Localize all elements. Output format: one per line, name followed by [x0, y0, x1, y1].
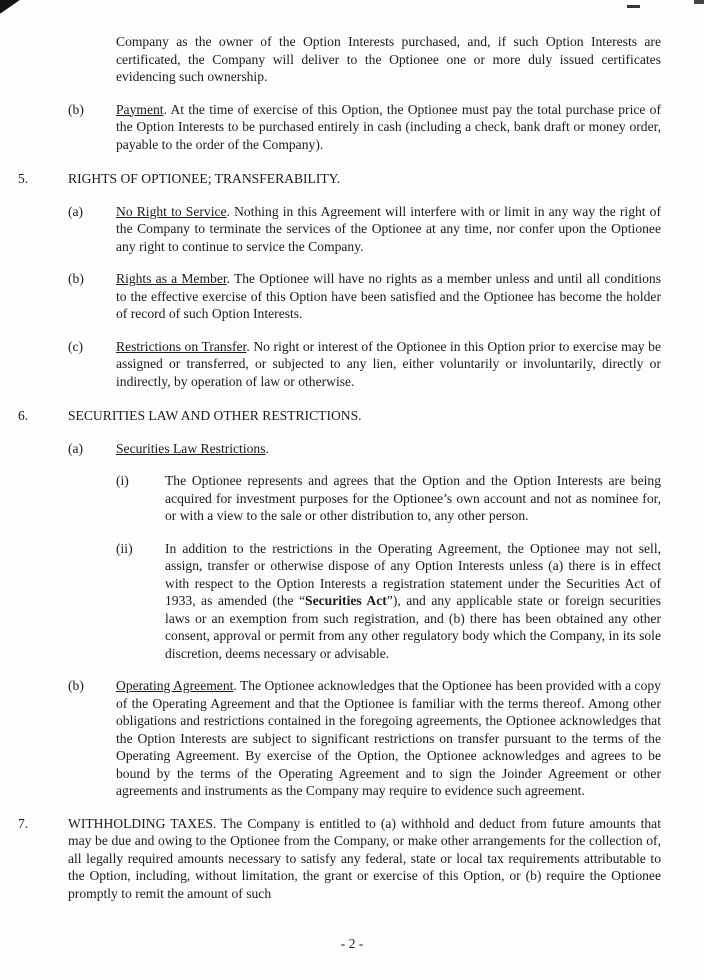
scan-artifact — [627, 5, 640, 8]
clause-text — [116, 338, 661, 391]
defined-term-securities-act: Securities Act — [305, 593, 387, 608]
section-7-withholding-taxes — [18, 815, 661, 903]
clause-body-text: . No right or interest of the Optionee in this Option prior to exercise may be assigned or transferred, or subjected to any lien, either voluntarily or involuntarily, directly or indirectly, by operation of law or otherwise. — [116, 338, 661, 389]
scan-artifact — [0, 0, 20, 14]
clause-text — [116, 440, 661, 458]
clause-roman-i — [18, 472, 661, 525]
scan-artifact — [694, 0, 704, 4]
clause-securities-law-restrictions — [18, 440, 661, 458]
section-title: SECURITIES LAW AND OTHER RESTRICTIONS. — [68, 408, 362, 423]
section-5-heading — [18, 170, 661, 188]
clause-heading: Payment — [116, 101, 164, 117]
clause-label: (b) — [68, 271, 84, 286]
section-number: 5. — [18, 171, 29, 186]
section-text — [68, 815, 661, 903]
clause-heading: Restrictions on Transfer — [116, 338, 247, 354]
clause-text — [116, 677, 661, 800]
document-content — [18, 33, 661, 902]
clause-heading: Securities Law Restrictions — [116, 440, 266, 456]
clause-rights-as-member — [18, 270, 661, 323]
clause-roman-ii — [18, 540, 661, 663]
clause-text — [116, 101, 661, 154]
clause-restrictions-on-transfer — [18, 338, 661, 391]
clause-text — [116, 203, 661, 256]
section-number: 6. — [18, 408, 29, 423]
clause-heading: No Right to Service — [116, 203, 227, 219]
section-6-heading — [18, 407, 661, 425]
section-title: RIGHTS OF OPTIONEE; TRANSFERABILITY. — [68, 171, 341, 186]
clause-body-text: . — [265, 440, 269, 456]
clause-heading: Rights as a Member — [116, 271, 227, 286]
clause-payment — [18, 101, 661, 154]
clause-operating-agreement — [18, 677, 661, 800]
paragraph-continuation: Company as the owner of the Option Interests purchased, and, if such Option Interests are certificated, the Company will deliver to the Optionee one or more duly issued certificates evidencing such ownership. — [116, 34, 661, 84]
clause-body-text: ”), and any applicable state or foreign securities laws or an exemption from such registration, and (b) there has been obtained any other consent, approval or permit from any other regulatory body which the Company, in its sole discretion, deems necessary or advisable. — [165, 593, 661, 661]
section-title: WITHHOLDING TAXES. — [68, 815, 217, 831]
clause-text — [116, 270, 661, 323]
clause-text — [165, 540, 661, 663]
clause-no-right-to-service — [18, 203, 661, 256]
clause-heading: Operating Agreement — [116, 678, 234, 693]
clause-body-text: In addition to the restrictions in the Operating Agreement, the Optionee may not sell, assign, transfer or otherwise dispose of any Option Interests unless (a) there is in effect with respect to the Option Interests a registration statement under the Securities Act of 1933, as amended (the “ — [165, 540, 661, 608]
clause-label: (i) — [116, 473, 129, 488]
clause-text: The Optionee represents and agrees that the Option and the Option Interests are being acquired for investment purposes for the Optionee’s own account and not as nominee for, or with a view to the sale or other distribution to, any other person. — [165, 473, 661, 523]
clause-body-text: . The Optionee acknowledges that the Optionee has been provided with a copy of the Operating Agreement and that the Optionee is familiar with the terms thereof. Among other obligations and restrictions contained in the foregoing agreements, the Optionee acknowledges that the Option Interests are subject to significant restrictions on transfer pursuant to the terms of the Operating Agreement. By exercise of the Option, the Optionee acknowledges and agrees to be bound by the terms of the Operating Agreement and to sign the Joinder Agreement or other agreements and instruments as the Company may require to evidence such agreement. — [116, 678, 661, 798]
clause-body-text: . The Optionee will have no rights as a member unless and until all conditions to the effective exercise of this Option have been satisfied and the Optionee has become the holder of record of such Option Interests. — [116, 271, 661, 321]
clause-label: (c) — [68, 338, 84, 354]
page-number: - 2 - — [340, 935, 364, 951]
section-number: 7. — [18, 815, 29, 831]
clause-body-text: . Nothing in this Agreement will interfere with or limit in any way the right of the Company to terminate the services of the Optionee at any time, nor confer upon the Optionee any right to continue to service the Company. — [116, 203, 662, 254]
clause-body-text: . At the time of exercise of this Option, the Optionee must pay the total purchase price of the Option Interests to be purchased entirely in cash (including a check, bank draft or money order, payable to the order of the Company). — [116, 101, 661, 152]
clause-label: (b) — [68, 101, 84, 117]
clause-label: (b) — [68, 678, 84, 693]
clause-label: (a) — [68, 440, 84, 456]
section-body-text: The Company is entitled to (a) withhold and deduct from future amounts that may be due and owing to the Optionee from the Company, or make other arrangements for the collection of, all legally required amounts necessary to satisfy any federal, state or local tax requirements attributable to the Option, including, without limitation, the grant or exercise of this Option, or (b) require the Optionee promptly to remit the amount of such — [68, 815, 661, 901]
clause-label: (ii) — [116, 540, 133, 556]
clause-label: (a) — [68, 203, 84, 219]
